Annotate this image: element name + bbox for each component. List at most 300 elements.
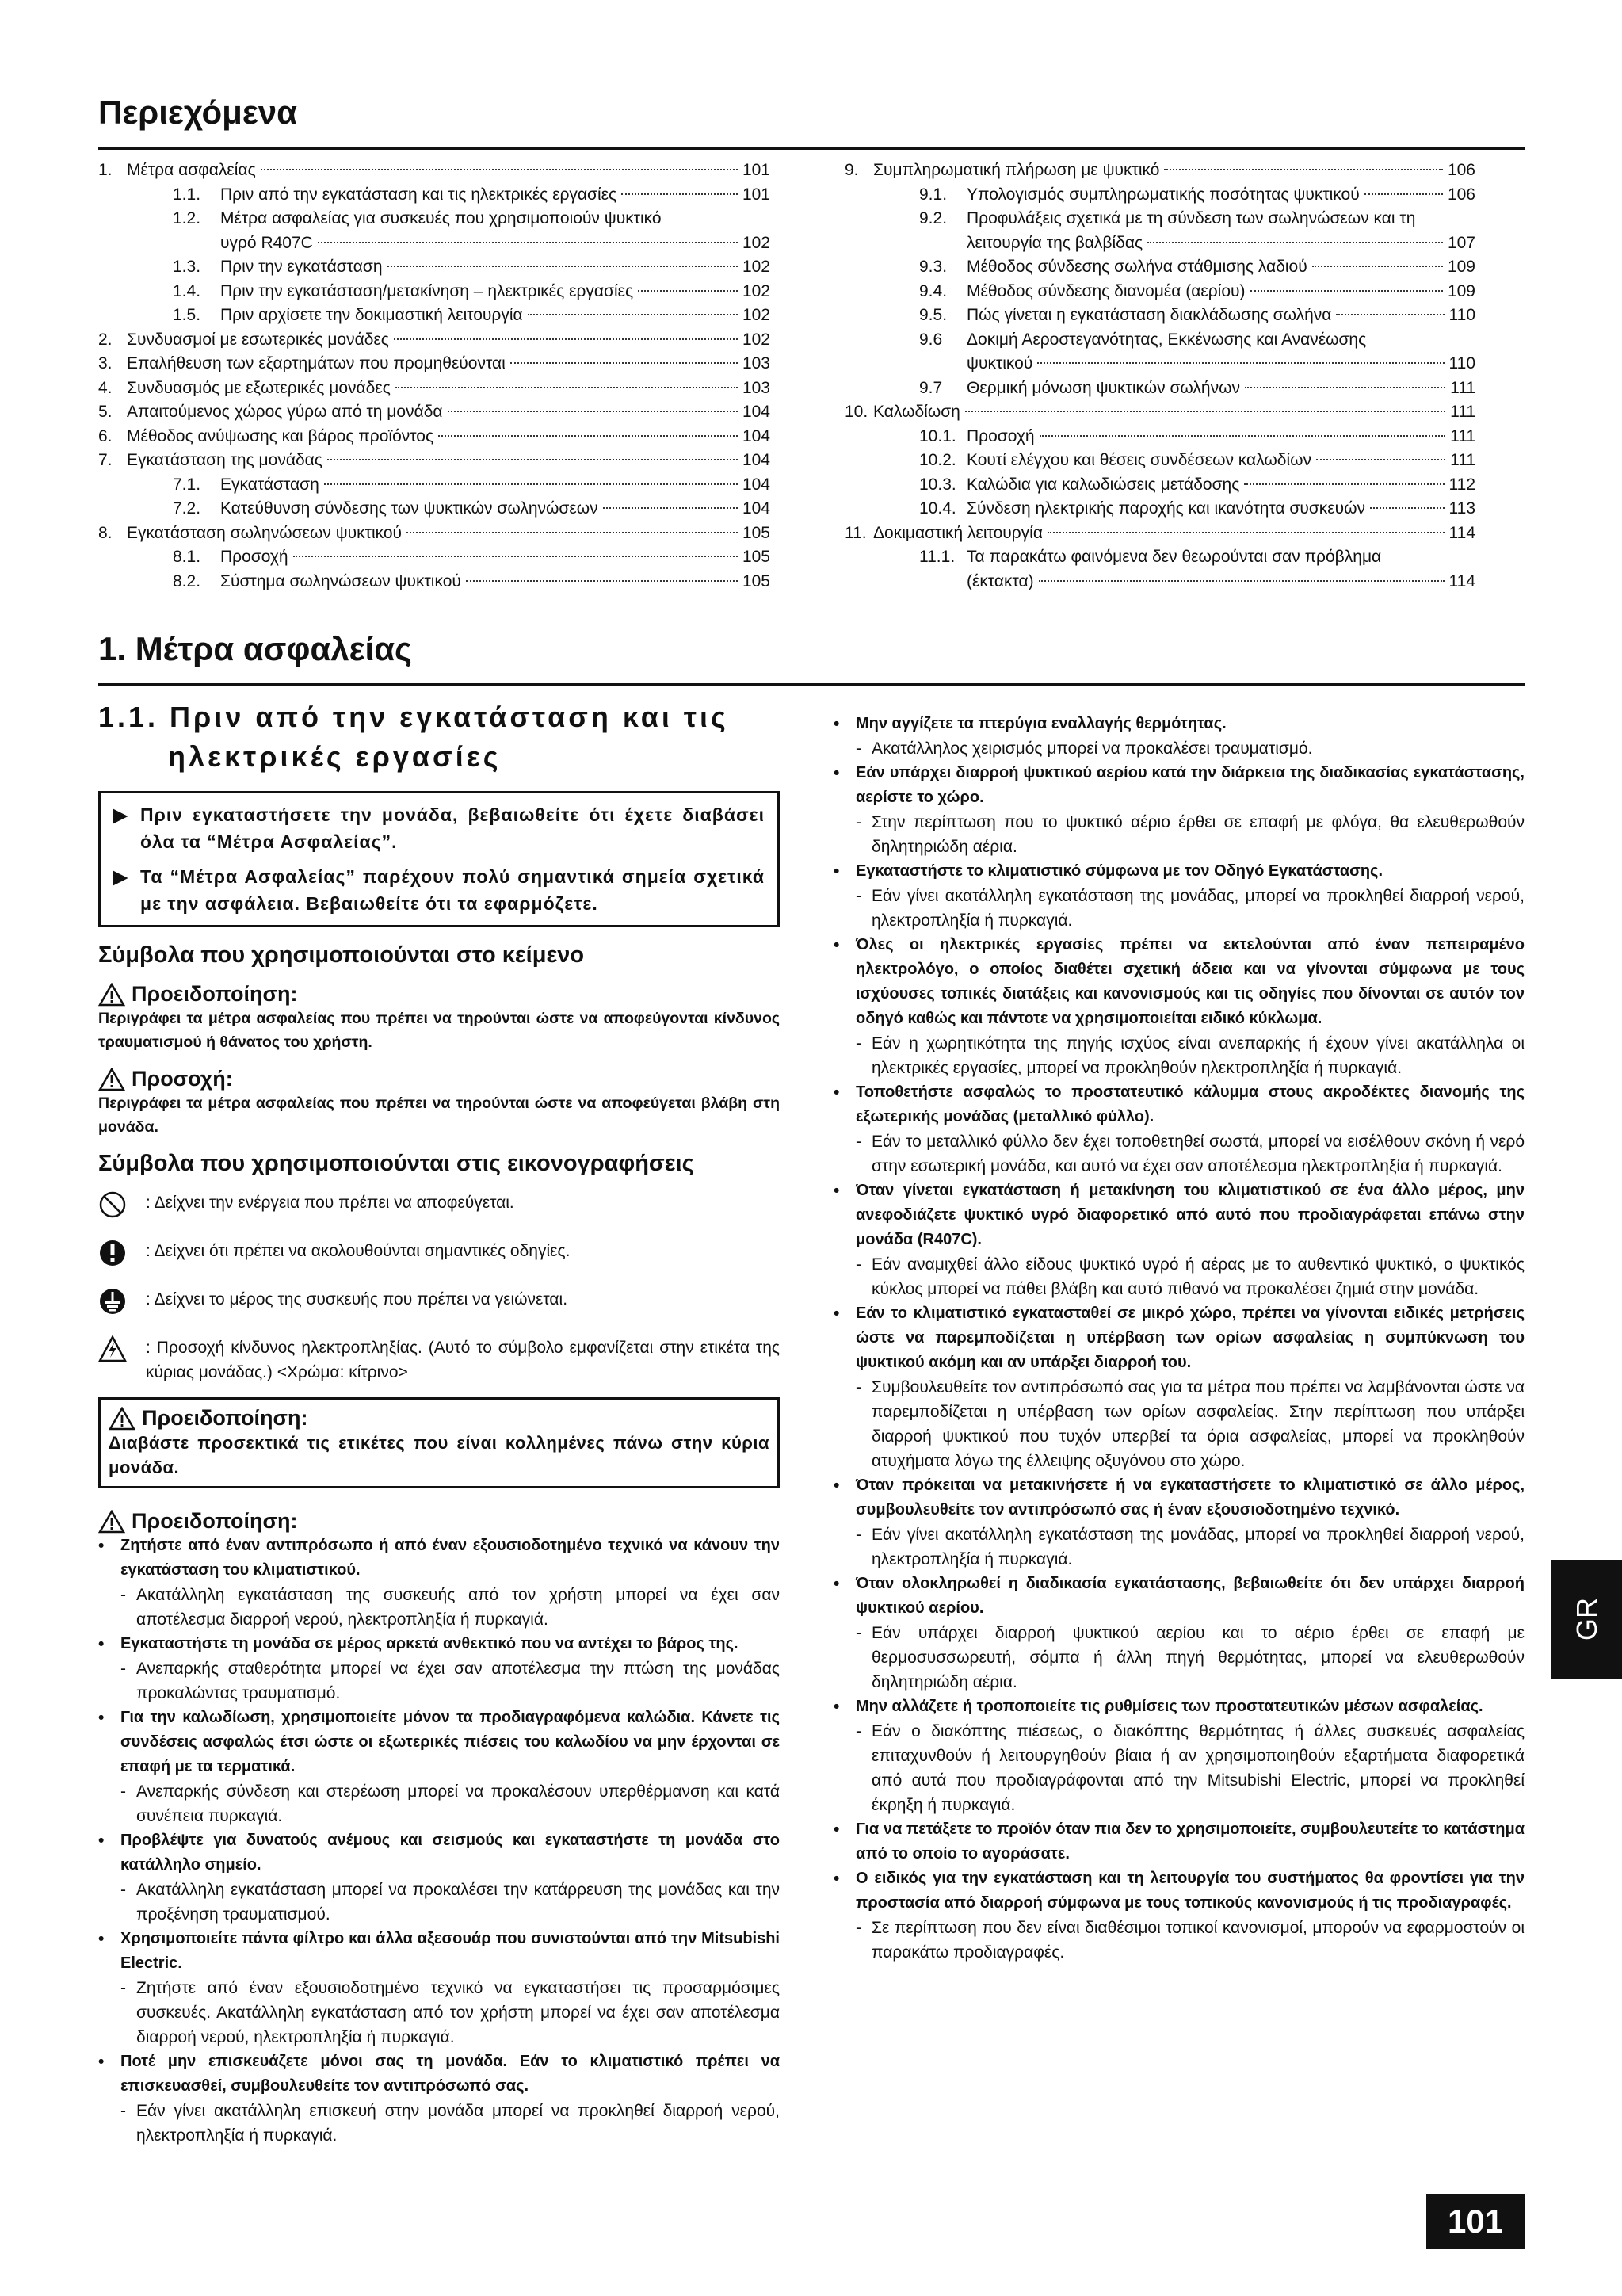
caution-heading: Προσοχή: bbox=[98, 1067, 780, 1091]
toc-entry-title: Πριν από την εγκατάσταση και τις ηλεκτρικές εργασίες bbox=[220, 185, 617, 204]
bullet-text: Ο ειδικός για την εγκατάσταση και τη λειτουργία του συστήματος θα φροντίσει για την προστασία από διαρροή σύμφωνα με τους τοπικούς κανονισμούς ή τις προδιαγραφές. bbox=[856, 1870, 1525, 1912]
bullet-detail bbox=[834, 1375, 1525, 1473]
toc-leader-dots bbox=[1245, 387, 1445, 388]
bullet-detail bbox=[834, 736, 1525, 761]
box-item: ▶ Πριν εγκαταστήσετε την μονάδα, βεβαιωθείτε ότι έχετε διαβάσει όλα τα “Μέτρα Ασφαλείας”. bbox=[113, 801, 765, 855]
toc-entry-page: 102 bbox=[742, 258, 770, 276]
toc-entry-number: 8.1. bbox=[173, 548, 201, 566]
symbol-row: : Προσοχή κίνδυνος ηλεκτροπληξίας. (Αυτό το σύμβολο εμφανίζεται στην ετικέτα της κύριας μονάδας.) <Χρώμα: κίτρινο> bbox=[98, 1335, 780, 1385]
toc-entry-title: Τα παρακάτω φαινόμενα δεν θεωρούνται σαν πρόβλημα bbox=[967, 548, 1382, 566]
toc-entry-number: 1.5. bbox=[173, 306, 201, 324]
bullet-detail bbox=[834, 1719, 1525, 1817]
toc-entry-number: 1.4. bbox=[173, 281, 201, 300]
toc-entry-title: Καλωδίωση bbox=[873, 403, 960, 421]
toc-leader-dots bbox=[318, 242, 738, 243]
toc-leader-dots bbox=[1147, 242, 1443, 243]
toc-entry-number: 5. bbox=[98, 403, 113, 421]
warning-description: Περιγράφει τα μέτρα ασφαλείας που πρέπει να τηρούνται ώστε να αποφεύγονται κίνδυνος τραυματισμού ή θάνατος του χρήστη. bbox=[98, 1010, 780, 1051]
toc-entry-title: Συμπληρωματική πλήρωση με ψυκτικό bbox=[873, 161, 1160, 179]
bullet-detail bbox=[834, 1621, 1525, 1694]
toc-entry-number: 10.4. bbox=[919, 499, 956, 518]
toc-entry-page: 104 bbox=[742, 403, 770, 421]
toc-entry-title: Δοκιμή Αεροστεγανότητας, Εκκένωσης και Ανανέωσης bbox=[967, 330, 1367, 349]
bullet-detail-text: Ανεπαρκής σύνδεση και στερέωση μπορεί να προκαλέσουν υπερθέρμανση και κατά συνέπεια πυρκαγιά. bbox=[136, 1782, 780, 1825]
bullet-detail-text: Εάν γίνει ακατάλληλη επισκευή στην μονάδα μπορεί να προκληθεί διαρροή νερού, ηλεκτροπληξία ή πυρκαγιά. bbox=[136, 2102, 780, 2145]
bullet-dot-icon: • bbox=[834, 1870, 840, 1888]
toc-entry[interactable] bbox=[98, 328, 770, 353]
dash-marker: - bbox=[856, 1034, 861, 1052]
arrow-right-icon: ▶ bbox=[113, 866, 128, 887]
bullet-dot-icon: • bbox=[834, 1698, 840, 1716]
toc-entry-title: Πριν αρχίσετε την δοκιμαστική λειτουργία bbox=[220, 306, 523, 324]
bullet-detail bbox=[98, 1878, 780, 1927]
toc-right-column bbox=[845, 159, 1475, 594]
toc-entry-page: 104 bbox=[742, 499, 770, 518]
toc-entry[interactable] bbox=[845, 328, 1475, 353]
toc-entry-page: 110 bbox=[1448, 354, 1475, 372]
toc-left-column bbox=[98, 159, 770, 594]
toc-entry-number: 8. bbox=[98, 523, 113, 542]
toc-entry-number: 9.7 bbox=[919, 378, 943, 397]
toc-leader-dots bbox=[965, 411, 1445, 412]
toc-leader-dots bbox=[395, 387, 738, 388]
toc-entry-number: 9.1. bbox=[919, 185, 948, 204]
bullet-text: Όταν πρόκειται να μετακινήσετε ή να εγκαταστήσετε το κλιματιστικό σε άλλο μέρος, συμβουλευθείτε τον αντιπρόσωπό σας ή έναν εξουσιοδοτημένο τεχνικό. bbox=[856, 1477, 1525, 1519]
dash-marker: - bbox=[120, 1782, 126, 1801]
toc-entry-page: 103 bbox=[742, 378, 770, 397]
toc-entry-page: 109 bbox=[1447, 258, 1475, 276]
bullet-dot-icon: • bbox=[98, 2053, 105, 2071]
toc-entry[interactable] bbox=[845, 183, 1475, 208]
arrow-right-icon: ▶ bbox=[113, 804, 128, 825]
toc-entry[interactable] bbox=[98, 352, 770, 376]
ground-icon bbox=[98, 1287, 127, 1316]
read-first-box bbox=[98, 791, 780, 927]
toc-entry-page: 101 bbox=[742, 161, 770, 179]
bullet-item bbox=[834, 1817, 1525, 1866]
bullet-detail bbox=[98, 1656, 780, 1706]
bullet-dot-icon: • bbox=[98, 1635, 105, 1653]
bullet-dot-icon: • bbox=[834, 1083, 840, 1102]
bullet-detail bbox=[834, 810, 1525, 859]
toc-entry[interactable] bbox=[98, 280, 770, 304]
toc-leader-dots bbox=[621, 193, 738, 195]
toc-leader-dots bbox=[1039, 580, 1445, 582]
toc-entry-continuation[interactable] bbox=[845, 570, 1475, 594]
toc-leader-dots bbox=[293, 556, 738, 557]
toc-entry-number: 3. bbox=[98, 354, 113, 372]
toc-entry-title: Σύστημα σωληνώσεων ψυκτικού bbox=[220, 571, 461, 590]
toc-leader-dots bbox=[1312, 266, 1443, 267]
subsection-title-1-1: 1.1. Πριν από την εγκατάσταση και τις ηλεκτρικές εργασίες bbox=[98, 701, 729, 773]
mandatory-icon bbox=[98, 1239, 127, 1267]
toc-entry-page: 107 bbox=[1447, 233, 1475, 252]
toc-entry-number: 9.4. bbox=[919, 281, 948, 300]
bullet-text: Ζητήστε από έναν αντιπρόσωπο ή από έναν εξουσιοδοτημένο τεχνικό να κάνουν την εγκατάσταση του κλιματιστικού. bbox=[120, 1537, 780, 1579]
toc-entry-number: 1.1. bbox=[173, 185, 201, 204]
bullet-text: Εγκαταστήστε τη μονάδα σε μέρος αρκετά ανθεκτικό που να αντέχει το βάρος της. bbox=[120, 1635, 738, 1652]
toc-entry-title: Πώς γίνεται η εγκατάσταση διακλάδωσης σωλήνα bbox=[967, 306, 1332, 324]
dash-marker: - bbox=[120, 1979, 126, 1997]
toc-entry-title: Εγκατάσταση της μονάδας bbox=[127, 451, 322, 469]
bullet-detail-text: Εάν αναμιχθεί άλλο είδους ψυκτικό υγρό ή αέρας με το αυθεντικό ψυκτικό, ο ψυκτικός κύκλος μπορεί να πάθει βλάβη και αυτό πιθανό να προκαλέσει ζημιά στην μονάδα. bbox=[872, 1255, 1525, 1298]
bullet-item bbox=[98, 1632, 780, 1656]
bullet-detail bbox=[98, 1976, 780, 2050]
symbols-illustration-heading: Σύμβολα που χρησιμοποιούνται στις εικονογραφήσεις bbox=[98, 1151, 694, 1176]
toc-leader-dots bbox=[1364, 193, 1443, 195]
symbols-text-heading: Σύμβολα που χρησιμοποιούνται στο κείμενο bbox=[98, 942, 585, 968]
bullet-dot-icon: • bbox=[834, 715, 840, 733]
toc-entry[interactable] bbox=[98, 255, 770, 280]
bullet-detail-text: Εάν γίνει ακατάλληλη εγκατάσταση της μονάδας, μπορεί να προκληθεί διαρροή νερού, ηλεκτροπληξία ή πυρκαγιά. bbox=[872, 1526, 1525, 1568]
bullet-detail bbox=[834, 1031, 1525, 1080]
warning-triangle-icon bbox=[98, 983, 125, 1007]
toc-leader-dots bbox=[406, 532, 738, 533]
toc-entry-page: 102 bbox=[742, 306, 770, 324]
dash-marker: - bbox=[856, 1624, 861, 1642]
toc-entry-number: 10.1. bbox=[919, 426, 956, 445]
symbol-row: : Δείχνει το μέρος της συσκευής που πρέπει να γειώνεται. bbox=[98, 1287, 780, 1323]
toc-entry-title: Προσοχή bbox=[967, 426, 1035, 445]
bullet-dot-icon: • bbox=[834, 1305, 840, 1323]
toc-entry-number: 7.1. bbox=[173, 475, 201, 494]
toc-entry-title: Μέθοδος ανύψωσης και βάρος προϊόντος bbox=[127, 426, 434, 445]
bullet-text: Εάν το κλιματιστικό εγκατασταθεί σε μικρό χώρο, πρέπει να γίνονται ειδικές μετρήσεις ώστε να παρεμποδίζεται η υπέρβαση των ορίων ασφαλείας η συμπύκνωση του ψυκτικού ακόμη και αν υπάρξει διαρροή του. bbox=[856, 1305, 1525, 1371]
toc-entry-title: Μέτρα ασφαλείας για συσκευές που χρησιμοποιούν ψυκτικό bbox=[220, 209, 662, 227]
bullet-text: Εγκαταστήστε το κλιματιστικό σύμφωνα με τον Οδηγό Εγκατάστασης. bbox=[856, 862, 1383, 880]
toc-entry[interactable] bbox=[98, 159, 770, 183]
toc-entry[interactable] bbox=[845, 207, 1475, 231]
toc-entry-title-cont: (έκτακτα) bbox=[967, 571, 1034, 590]
language-tab-label: GR bbox=[1570, 1598, 1603, 1641]
toc-leader-dots bbox=[510, 362, 738, 364]
bullet-item bbox=[834, 933, 1525, 1031]
toc-leader-dots bbox=[603, 507, 738, 509]
left-bullet-list bbox=[98, 1534, 780, 2148]
toc-entry-number: 10. bbox=[845, 403, 868, 421]
toc-entry-continuation[interactable] bbox=[845, 231, 1475, 256]
bullet-detail-text: Ζητήστε από έναν εξουσιοδοτημένο τεχνικό να εγκαταστήσει τις προσαρμόσιμες συσκευές. Ακατάλληλη εγκατάσταση από τον χρήστη μπορεί να έχει σαν αποτέλεσμα διαρροή νερού, ηλεκτροπληξία ή πυρκαγιά. bbox=[136, 1979, 780, 2046]
toc-entry[interactable] bbox=[98, 570, 770, 594]
toc-entry-title: Συνδυασμός με εξωτερικές μονάδες bbox=[127, 378, 391, 397]
left-column bbox=[98, 697, 780, 2148]
bullet-detail bbox=[98, 2099, 780, 2148]
toc-entry-page: 112 bbox=[1448, 475, 1475, 494]
bullet-dot-icon: • bbox=[834, 1820, 840, 1839]
toc-entry[interactable] bbox=[98, 304, 770, 328]
toc-entry-title: Μέθοδος σύνδεσης σωλήνα στάθμισης λαδιού bbox=[967, 258, 1307, 276]
toc-entry-page: 109 bbox=[1447, 281, 1475, 300]
toc-entry-page: 114 bbox=[1448, 571, 1475, 590]
bullet-text: Χρησιμοποιείτε πάντα φίλτρο και άλλα αξεσουάρ που συνιστούνται από την Mitsubishi Electric. bbox=[120, 1930, 780, 1972]
warning-triangle-icon bbox=[98, 1510, 125, 1534]
toc-entry-title: Πριν την εγκατάσταση bbox=[220, 258, 383, 276]
toc-entry[interactable] bbox=[845, 497, 1475, 521]
toc-entry-page: 102 bbox=[742, 330, 770, 349]
toc-entry-title: Απαιτούμενος χώρος γύρω από τη μονάδα bbox=[127, 403, 443, 421]
bullet-text: Εάν υπάρχει διαρροή ψυκτικού αερίου κατά την διάρκεια της διαδικασίας εγκατάστασης, αερίστε το χώρο. bbox=[856, 764, 1525, 806]
bullet-dot-icon: • bbox=[98, 1537, 105, 1555]
toc-leader-dots bbox=[1164, 169, 1443, 170]
toc-entry-page: 111 bbox=[1450, 403, 1475, 421]
toc-entry-title: Προσοχή bbox=[220, 548, 288, 566]
dash-marker: - bbox=[856, 1919, 861, 1937]
toc-entry[interactable] bbox=[98, 183, 770, 208]
bullet-dot-icon: • bbox=[98, 1709, 105, 1727]
toc-entry-page: 106 bbox=[1447, 185, 1475, 204]
toc-leader-dots bbox=[466, 580, 738, 582]
list-warning-heading: Προειδοποίηση: bbox=[98, 1509, 780, 1534]
dash-marker: - bbox=[120, 1586, 126, 1604]
bullet-item bbox=[98, 1534, 780, 1583]
toc-entry-page: 113 bbox=[1448, 499, 1475, 518]
bullet-text: Όταν γίνεται εγκατάσταση ή μετακίνηση του κλιματιστικού σε ένα άλλο μέρος, μην ανεφοδιάζετε ψυκτικό υγρό διαφορετικό από αυτό που προδιαγράφεται επάνω στην μονάδα (R407C). bbox=[856, 1182, 1525, 1248]
bullet-detail bbox=[834, 1916, 1525, 1965]
toc-entry[interactable] bbox=[845, 400, 1475, 425]
toc-entry-page: 111 bbox=[1450, 426, 1475, 445]
toc-entry[interactable] bbox=[845, 473, 1475, 498]
toc-entry[interactable] bbox=[845, 521, 1475, 546]
toc-leader-dots bbox=[638, 290, 738, 292]
prohibition-icon bbox=[98, 1190, 127, 1219]
toc-leader-dots bbox=[1250, 290, 1443, 292]
toc-entry-number: 2. bbox=[98, 330, 113, 349]
toc-entry-continuation[interactable] bbox=[98, 231, 770, 256]
bullet-item bbox=[834, 761, 1525, 810]
toc-entry[interactable] bbox=[845, 304, 1475, 328]
warning-triangle-icon bbox=[109, 1407, 135, 1431]
toc-entry[interactable] bbox=[845, 425, 1475, 449]
bullet-detail bbox=[834, 884, 1525, 933]
bullet-item bbox=[98, 1706, 780, 1779]
toc-entry-number: 9.2. bbox=[919, 209, 948, 227]
toc-leader-dots bbox=[324, 483, 738, 485]
toc-entry-number: 4. bbox=[98, 378, 113, 397]
bullet-detail-text: Ανεπαρκής σταθερότητα μπορεί να έχει σαν αποτέλεσμα την πτώση της μονάδας προκαλώντας τραυματισμό. bbox=[136, 1660, 780, 1702]
toc-entry-title: Εγκατάσταση bbox=[220, 475, 319, 494]
toc-entry[interactable] bbox=[98, 449, 770, 473]
toc-entry-page: 105 bbox=[742, 548, 770, 566]
bullet-detail-text: Εάν το μεταλλικό φύλλο δεν έχει τοποθετηθεί σωστά, μπορεί να εισέλθουν σκόνη ή νερό στην εσωτερική μονάδα, και αυτό να έχει σαν αποτέλεσμα ηλεκτροπληξία ή πυρκαγιά. bbox=[872, 1133, 1525, 1175]
toc-leader-dots bbox=[448, 411, 738, 412]
bullet-item bbox=[834, 859, 1525, 884]
bullet-item bbox=[834, 1572, 1525, 1621]
toc-entry-number: 9. bbox=[845, 161, 859, 179]
bullet-text: Μην αγγίζετε τα πτερύγια εναλλαγής θερμότητας. bbox=[856, 715, 1227, 732]
toc-entry-page: 104 bbox=[742, 451, 770, 469]
dash-marker: - bbox=[856, 1133, 861, 1151]
toc-entry-title: Καλώδια για καλωδιώσεις μετάδοσης bbox=[967, 475, 1240, 494]
electric-shock-icon bbox=[98, 1335, 127, 1362]
bullet-text: Προβλέψτε για δυνατούς ανέμους και σεισμούς και εγκαταστήστε τη μονάδα στο κατάλληλο σημείο. bbox=[120, 1832, 780, 1874]
toc-entry-page: 102 bbox=[742, 233, 770, 252]
dash-marker: - bbox=[856, 813, 861, 831]
toc-leader-dots bbox=[1244, 483, 1444, 485]
toc-entry-number: 1.2. bbox=[173, 209, 201, 227]
dash-marker: - bbox=[856, 1378, 861, 1396]
toc-entry-number: 8.2. bbox=[173, 571, 201, 590]
bullet-item bbox=[98, 1927, 780, 1976]
toc-entry-continuation[interactable] bbox=[845, 352, 1475, 376]
dash-marker: - bbox=[856, 1255, 861, 1274]
toc-entry[interactable] bbox=[98, 425, 770, 449]
bullet-detail-text: Εάν γίνει ακατάλληλη εγκατάσταση της μονάδας, μπορεί να προκληθεί διαρροή νερού, ηλεκτροπληξία ή πυρκαγιά. bbox=[872, 887, 1525, 930]
bullet-detail bbox=[834, 1129, 1525, 1179]
toc-leader-dots bbox=[1040, 435, 1446, 437]
dash-marker: - bbox=[856, 1526, 861, 1544]
toc-entry-title: Υπολογισμός συμπληρωματικής ποσότητας ψυκτικού bbox=[967, 185, 1360, 204]
toc-entry-page: 110 bbox=[1448, 306, 1475, 324]
toc-entry-page: 106 bbox=[1447, 161, 1475, 179]
bullet-dot-icon: • bbox=[834, 862, 840, 881]
boxed-warning-heading: Προειδοποίηση: bbox=[109, 1406, 769, 1431]
bullet-dot-icon: • bbox=[834, 764, 840, 782]
toc-entry-number: 6. bbox=[98, 426, 113, 445]
bullet-text: Τοποθετήστε ασφαλώς το προστατευτικό κάλυμμα στους ακροδέκτες διανομής της εξωτερικής μονάδας (μεταλλικό φύλλο). bbox=[856, 1083, 1525, 1125]
right-bullet-list bbox=[834, 712, 1525, 1965]
bullet-detail-text: Στην περίπτωση που το ψυκτικό αέριο έρθει σε επαφή με φλόγα, θα ελευθερωθούν δηλητηριώδη αέρια. bbox=[872, 813, 1525, 856]
toc-entry-title-cont: λειτουργία της βαλβίδας bbox=[967, 233, 1143, 252]
toc-entry-title: Πριν την εγκατάσταση/μετακίνηση – ηλεκτρικές εργασίες bbox=[220, 281, 634, 300]
toc-entry[interactable] bbox=[845, 159, 1475, 183]
bullet-text: Ποτέ μην επισκευάζετε μόνοι σας τη μονάδα. Εάν το κλιματιστικό πρέπει να επισκευασθεί, συμβουλευθείτε τον αντιπρόσωπό σας. bbox=[120, 2053, 780, 2095]
boxed-warning-text: Διαβάστε προσεκτικά τις ετικέτες που είναι κολλημένες πάνω στην κύρια μονάδα. bbox=[109, 1433, 769, 1477]
bullet-dot-icon: • bbox=[834, 1182, 840, 1200]
bullet-dot-icon: • bbox=[98, 1930, 105, 1948]
caution-description: Περιγράφει τα μέτρα ασφαλείας που πρέπει να τηρούνται ώστε να αποφεύγεται βλάβη στη μονάδα. bbox=[98, 1095, 780, 1136]
bullet-item bbox=[834, 1301, 1525, 1375]
dash-marker: - bbox=[856, 1722, 861, 1740]
bullet-item bbox=[98, 2050, 780, 2099]
toc-entry-title: Κατεύθυνση σύνδεσης των ψυκτικών σωληνώσεων bbox=[220, 499, 598, 518]
toc-entry[interactable] bbox=[845, 376, 1475, 401]
toc-leader-dots bbox=[438, 435, 738, 437]
bullet-detail bbox=[834, 1522, 1525, 1572]
toc-entry-page: 103 bbox=[742, 354, 770, 372]
toc-entry-number: 9.5. bbox=[919, 306, 948, 324]
bullet-dot-icon: • bbox=[834, 1575, 840, 1593]
dash-marker: - bbox=[120, 1660, 126, 1678]
toc-entry-number: 7. bbox=[98, 451, 113, 469]
bullet-dot-icon: • bbox=[834, 1477, 840, 1495]
toc-entry[interactable] bbox=[98, 207, 770, 231]
toc-entry-title: Επαλήθευση των εξαρτημάτων που προμηθεύονται bbox=[127, 354, 506, 372]
toc-entry[interactable] bbox=[98, 497, 770, 521]
label-warning-box bbox=[98, 1397, 780, 1488]
toc-entry[interactable] bbox=[98, 376, 770, 401]
bullet-detail bbox=[98, 1779, 780, 1828]
toc-entry-page: 104 bbox=[742, 475, 770, 494]
toc-entry[interactable] bbox=[98, 545, 770, 570]
bullet-detail-text: Εάν ο διακόπτης πιέσεως, ο διακόπτης θερμότητας ή άλλες συσκευές ασφαλείας επιταχυνθούν ή λειτουργηθούν βίαια ή αν χρησιμοποιηθούν εξαρτήματα διαφορετικά από αυτά που προδιαγράφονται από την Mitsubishi Electric, μπορεί να προκληθεί έκρηξη ή πυρκαγιά. bbox=[872, 1722, 1525, 1814]
toc-entry[interactable] bbox=[98, 400, 770, 425]
bullet-dot-icon: • bbox=[98, 1832, 105, 1850]
dash-marker: - bbox=[120, 2102, 126, 2120]
toc-leader-dots bbox=[1370, 507, 1444, 509]
toc-leader-dots bbox=[1336, 314, 1444, 315]
dash-marker: - bbox=[856, 739, 861, 758]
toc-entry-title-cont: ψυκτικού bbox=[967, 354, 1033, 372]
caution-triangle-icon bbox=[98, 1068, 125, 1091]
bullet-detail-text: Εάν η χωρητικότητα της πηγής ισχύος είναι ανεπαρκής ή έχουν γίνει ακατάλληλα οι ηλεκτρικές εργασίες, μπορεί να προκληθούν ηλεκτροπληξία ή πυρκαγιά. bbox=[872, 1034, 1525, 1077]
symbol-row: : Δείχνει την ενέργεια που πρέπει να αποφεύγεται. bbox=[98, 1190, 780, 1226]
bullet-item bbox=[834, 1866, 1525, 1916]
bullet-detail-text: Συμβουλευθείτε τον αντιπρόσωπό σας για τα μέτρα που πρέπει να λαμβάνονται ώστε να παρεμποδίζεται η υπέρβαση των ορίων ασφαλείας. Στην περίπτωση που υπάρξει διαρροή ψυκτικού που τυχόν υπερβεί τα όρια ασφαλείας, μπορεί να προκληθούν ατυχήματα λόγω της έλλειψης οξυγόνου στο χώρο. bbox=[872, 1378, 1525, 1470]
toc-entry[interactable] bbox=[98, 473, 770, 498]
toc-leader-dots bbox=[1316, 459, 1445, 460]
toc-leader-dots bbox=[387, 266, 738, 267]
toc-entry-number: 11. bbox=[845, 523, 867, 542]
box-item: ▶ Τα “Μέτρα Ασφαλείας” παρέχουν πολύ σημαντικά σημεία σχετικά με την ασφάλεια. Βεβαιωθείτε ότι τα εφαρμόζετε. bbox=[113, 863, 765, 917]
bullet-detail-text: Ακατάλληλη εγκατάσταση της συσκευής από τον χρήστη μπορεί να έχει σαν αποτέλεσμα διαρροή νερού, ηλεκτροπληξία ή πυρκαγιά. bbox=[136, 1586, 780, 1629]
dash-marker: - bbox=[120, 1881, 126, 1899]
toc-entry-page: 105 bbox=[742, 523, 770, 542]
toc-entry-page: 104 bbox=[742, 426, 770, 445]
toc-entry-number: 11.1. bbox=[919, 548, 956, 566]
dash-marker: - bbox=[856, 887, 861, 905]
toc-entry[interactable] bbox=[98, 521, 770, 546]
toc-entry[interactable] bbox=[845, 545, 1475, 570]
bullet-detail bbox=[834, 1252, 1525, 1301]
bullet-text: Για να πετάξετε το προϊόν όταν πια δεν το χρησιμοποιείτε, συμβουλευτείτε το κατάστημα από το οποίο το αγοράσατε. bbox=[856, 1820, 1525, 1862]
bullet-text: Μην αλλάζετε ή τροποποιείτε τις ρυθμίσεις των προστατευτικών μέσων ασφαλείας. bbox=[856, 1698, 1483, 1715]
toc-entry-title: Δοκιμαστική λειτουργία bbox=[873, 523, 1043, 542]
toc-leader-dots bbox=[1037, 362, 1444, 364]
toc-entry-number: 7.2. bbox=[173, 499, 201, 518]
toc-entry-number: 9.6 bbox=[919, 330, 943, 349]
toc-leader-dots bbox=[327, 459, 738, 460]
toc-entry-title: Εγκατάσταση σωληνώσεων ψυκτικού bbox=[127, 523, 403, 542]
toc-entry-title: Κουτί ελέγχου και θέσεις συνδέσεων καλωδίων bbox=[967, 451, 1312, 469]
bullet-item bbox=[834, 1694, 1525, 1719]
toc-leader-dots bbox=[261, 169, 738, 170]
bullet-item bbox=[98, 1828, 780, 1878]
toc-entry[interactable] bbox=[845, 280, 1475, 304]
toc-entry-page: 101 bbox=[742, 185, 770, 204]
toc-entry[interactable] bbox=[845, 255, 1475, 280]
section-title: 1. Μέτρα ασφαλείας bbox=[98, 630, 412, 667]
toc-entry-number: 9.3. bbox=[919, 258, 948, 276]
toc-entry-number: 10.2. bbox=[919, 451, 956, 469]
toc-entry-title: Θερμική μόνωση ψυκτικών σωλήνων bbox=[967, 378, 1240, 397]
toc-leader-dots bbox=[1048, 532, 1445, 533]
toc-entry-page: 102 bbox=[742, 281, 770, 300]
toc-entry-number: 10.3. bbox=[919, 475, 956, 494]
bullet-detail-text: Εάν υπάρχει διαρροή ψυκτικού αερίου και το αέριο έρθει σε επαφή με θερμοσυσσωρευτή, σόμπα ή άλλη πηγή θερμότητας, μπορεί να ελευθερωθούν δηλητηριώδη αέρια. bbox=[872, 1624, 1525, 1691]
bullet-item bbox=[834, 1473, 1525, 1522]
bullet-item bbox=[834, 1179, 1525, 1252]
toc-leader-dots bbox=[394, 338, 738, 340]
bullet-text: Όλες οι ηλεκτρικές εργασίες πρέπει να εκτελούνται από έναν πεπειραμένο ηλεκτρολόγο, ο οποίος διαθέτει σχετική άδεια και να γίνονται σύμφωνα με τους ισχύουσες τοπικές διατάξεις και κανονισμούς και τις οδηγίες που δίνονται σε αυτόν τον οδηγό καθώς και πάντοτε να χρησιμοποιείται ειδικό κύκλωμα. bbox=[856, 936, 1525, 1027]
bullet-text: Όταν ολοκληρωθεί η διαδικασία εγκατάστασης, βεβαιωθείτε ότι δεν υπάρχει διαρροή ψυκτικού αερίου. bbox=[856, 1575, 1525, 1617]
toc-entry-number: 1. bbox=[98, 161, 113, 179]
bullet-item bbox=[834, 1080, 1525, 1129]
language-tab bbox=[1551, 1560, 1622, 1679]
toc-entry-title: Συνδυασμοί με εσωτερικές μονάδες bbox=[127, 330, 389, 349]
warning-heading: Προειδοποίηση: bbox=[98, 982, 780, 1007]
page-number: 101 bbox=[1426, 2194, 1525, 2249]
title-rule bbox=[98, 147, 1525, 150]
bullet-detail-text: Ακατάλληλος χειρισμός μπορεί να προκαλέσει τραυματισμό. bbox=[872, 739, 1313, 758]
symbol-row: : Δείχνει ότι πρέπει να ακολουθούνται σημαντικές οδηγίες. bbox=[98, 1239, 780, 1274]
toc-entry-page: 114 bbox=[1448, 523, 1475, 542]
bullet-text: Για την καλωδίωση, χρησιμοποιείτε μόνον τα προδιαγραφόμενα καλώδια. Κάνετε τις συνδέσεις ασφαλώς έτσι ώστε οι εξωτερικές πιέσεις του καλωδίου να μην έρχονται σε επαφή με τα τερματικά. bbox=[120, 1709, 780, 1775]
toc-entry[interactable] bbox=[845, 449, 1475, 473]
toc-entry-page: 111 bbox=[1450, 451, 1475, 469]
toc-entry-page: 111 bbox=[1450, 378, 1475, 397]
toc-entry-title-cont: υγρό R407C bbox=[220, 233, 313, 252]
toc-leader-dots bbox=[528, 314, 738, 315]
